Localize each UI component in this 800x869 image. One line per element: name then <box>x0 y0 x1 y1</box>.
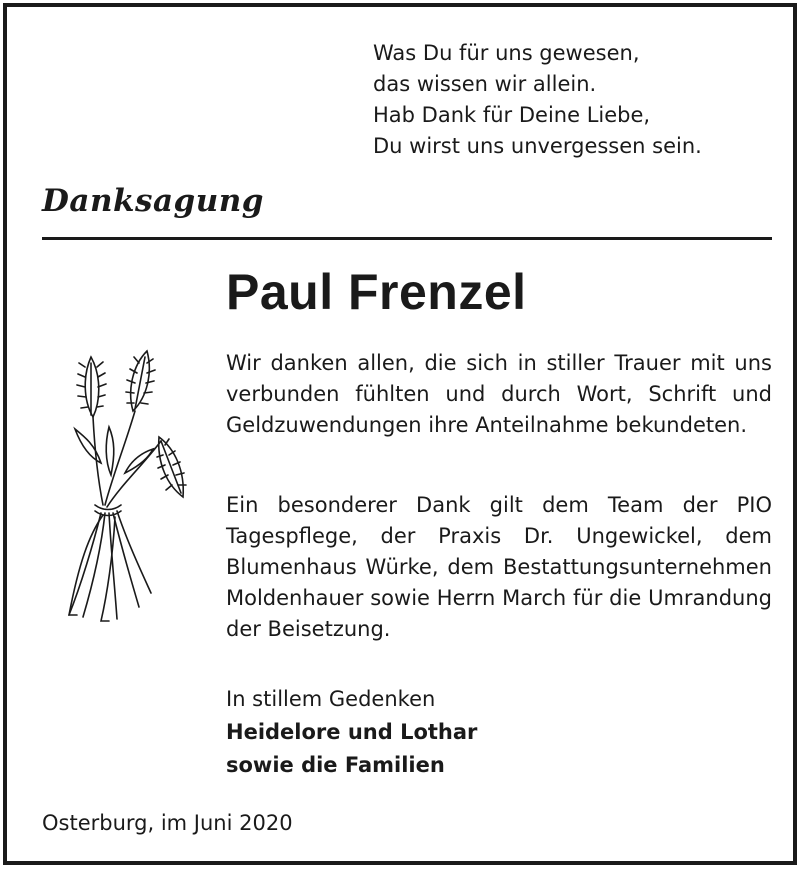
deceased-name: Paul Frenzel <box>226 264 527 320</box>
closing-phrase: In stillem Gedenken <box>226 687 436 711</box>
wheat-ear <box>126 351 155 411</box>
thanks-paragraph: Wir danken allen, die sich in stiller Trauer mit uns verbunden fühlten und durch Wort, Schrift und Geldzuwendungen ihre Anteilnahme bekundeten. <box>226 351 772 437</box>
special-thanks-paragraph: Ein besonderer Dank gilt dem Team der PIO Tagespflege, der Praxis Dr. Ungewickel, dem Blumenhaus Würke, dem Bestattungsunternehmen Moldenhauer sowie Herrn March für die Umrandung der Beisetzung. <box>226 493 772 641</box>
closing <box>226 683 477 782</box>
poem <box>373 38 702 162</box>
obituary-notice <box>3 3 797 865</box>
divider <box>42 237 772 240</box>
wheat-sheaf-icon <box>55 345 195 625</box>
place-date: Osterburg, im Juni 2020 <box>42 811 293 835</box>
poem-line: das wissen wir allein. <box>373 72 597 96</box>
wheat-ear <box>157 437 186 497</box>
wheat-ear <box>77 357 106 417</box>
mourners-line: Heidelore und Lothar <box>226 720 478 744</box>
heading-danksagung: Danksagung <box>42 183 264 219</box>
poem-line: Du wirst uns unvergessen sein. <box>373 134 702 158</box>
mourners-line: sowie die Familien <box>226 753 445 777</box>
poem-line: Was Du für uns gewesen, <box>373 41 640 65</box>
poem-line: Hab Dank für Deine Liebe, <box>373 103 651 127</box>
